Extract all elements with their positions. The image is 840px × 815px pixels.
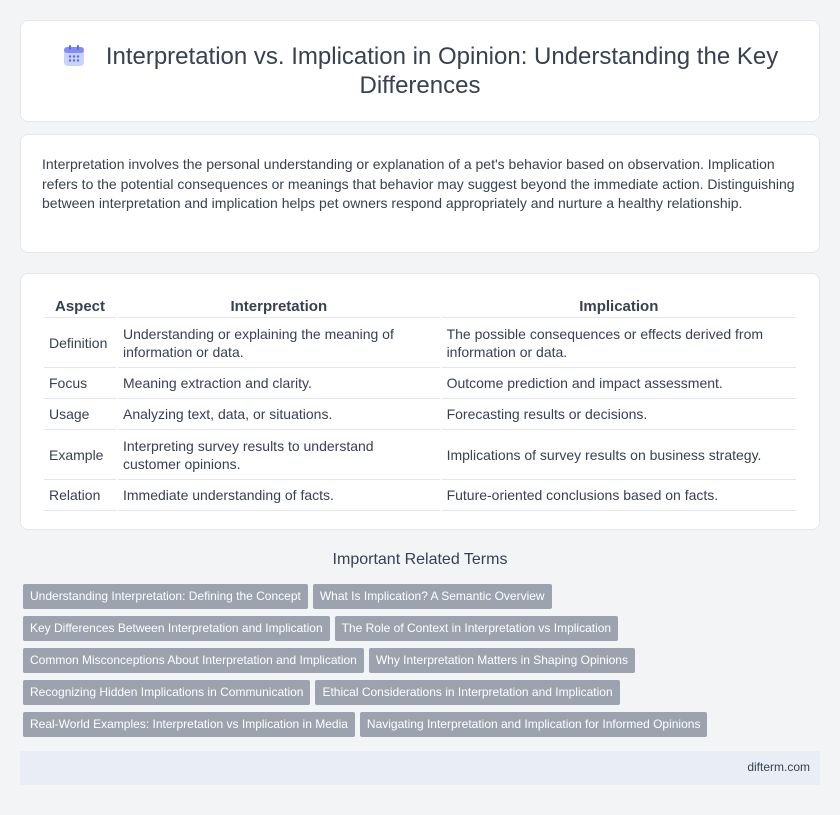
row-aspect: Relation	[44, 480, 116, 511]
table-row	[44, 480, 796, 511]
table-row	[44, 430, 796, 480]
title-card	[20, 20, 820, 122]
related-term-tag[interactable]: Real-World Examples: Interpretation vs Implication in Media	[23, 712, 355, 737]
row-interpretation: Analyzing text, data, or situations.	[118, 399, 440, 430]
footer-site-link[interactable]: difterm.com	[747, 760, 810, 774]
row-aspect: Definition	[44, 318, 116, 368]
related-term-tag[interactable]: What Is Implication? A Semantic Overview	[313, 584, 552, 609]
page-title-wrap	[21, 42, 819, 100]
row-interpretation: Meaning extraction and clarity.	[118, 368, 440, 399]
related-term-tag[interactable]: Navigating Interpretation and Implication for Informed Opinions	[360, 712, 708, 737]
calendar-icon	[62, 44, 86, 68]
row-implication: Implications of survey results on business strategy.	[442, 430, 796, 480]
comparison-table	[42, 296, 798, 511]
page-title: Interpretation vs. Implication in Opinion: Understanding the Key Differences	[105, 43, 779, 99]
related-term-tag[interactable]: Key Differences Between Interpretation and Implication	[23, 616, 330, 641]
header-implication: Implication	[442, 296, 796, 318]
related-term-tag[interactable]: Recognizing Hidden Implications in Communication	[23, 680, 310, 705]
footer-bar	[20, 751, 820, 785]
related-term-tag[interactable]: Understanding Interpretation: Defining the Concept	[23, 584, 308, 609]
row-interpretation: Understanding or explaining the meaning of information or data.	[118, 318, 440, 368]
related-terms-list	[23, 584, 823, 744]
table-header-row	[44, 296, 796, 318]
table-row	[44, 399, 796, 430]
row-interpretation: Interpreting survey results to understand customer opinions.	[118, 430, 440, 480]
header-interpretation: Interpretation	[118, 296, 440, 318]
intro-card	[20, 134, 820, 253]
comparison-card	[20, 273, 820, 530]
related-term-tag[interactable]: The Role of Context in Interpretation vs Implication	[335, 616, 618, 641]
table-row	[44, 368, 796, 399]
row-implication: The possible consequences or effects derived from information or data.	[442, 318, 796, 368]
related-term-tag[interactable]: Ethical Considerations in Interpretation and Implication	[315, 680, 619, 705]
row-aspect: Focus	[44, 368, 116, 399]
related-term-tag[interactable]: Common Misconceptions About Interpretation and Implication	[23, 648, 364, 673]
header-aspect: Aspect	[44, 296, 116, 318]
row-implication: Forecasting results or decisions.	[442, 399, 796, 430]
row-implication: Outcome prediction and impact assessment.	[442, 368, 796, 399]
intro-paragraph: Interpretation involves the personal understanding or explanation of a pet's behavior based on observation. Implication refers to the potential consequences or meanings that behavior may suggest beyond the immediate action. Distinguishing between interpretation and implication helps pet owners respond appropriately and nurture a healthy relationship.	[42, 156, 795, 211]
row-implication: Future-oriented conclusions based on facts.	[442, 480, 796, 511]
row-interpretation: Immediate understanding of facts.	[118, 480, 440, 511]
table-row	[44, 318, 796, 368]
row-aspect: Usage	[44, 399, 116, 430]
related-term-tag[interactable]: Why Interpretation Matters in Shaping Opinions	[369, 648, 635, 673]
related-terms-heading: Important Related Terms	[332, 551, 508, 568]
row-aspect: Example	[44, 430, 116, 480]
